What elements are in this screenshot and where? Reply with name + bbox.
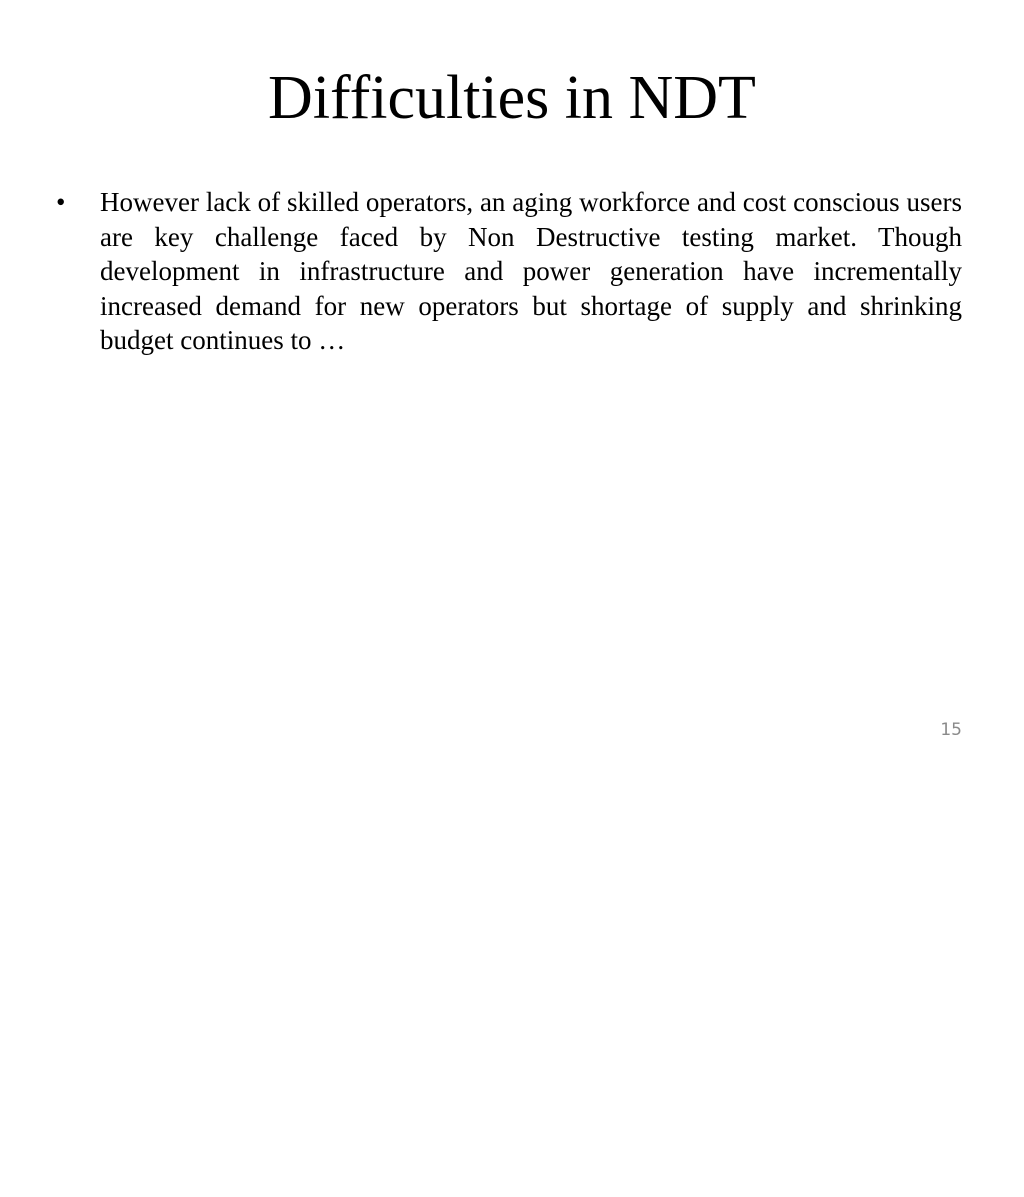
bullet-list [56, 185, 962, 358]
bullet-item [56, 185, 962, 358]
bullet-text: However lack of skilled operators, an aging workforce and cost conscious users are key challenge faced by Non Destructive testing market. Though development in infrastructure and power generation have incrementally increased demand for new operators but shortage of supply and shrinking budget continues to … [100, 187, 962, 355]
bullet-icon: • [56, 187, 66, 217]
page-number: 15 [940, 720, 962, 740]
slide-title: Difficulties in NDT [268, 64, 756, 132]
